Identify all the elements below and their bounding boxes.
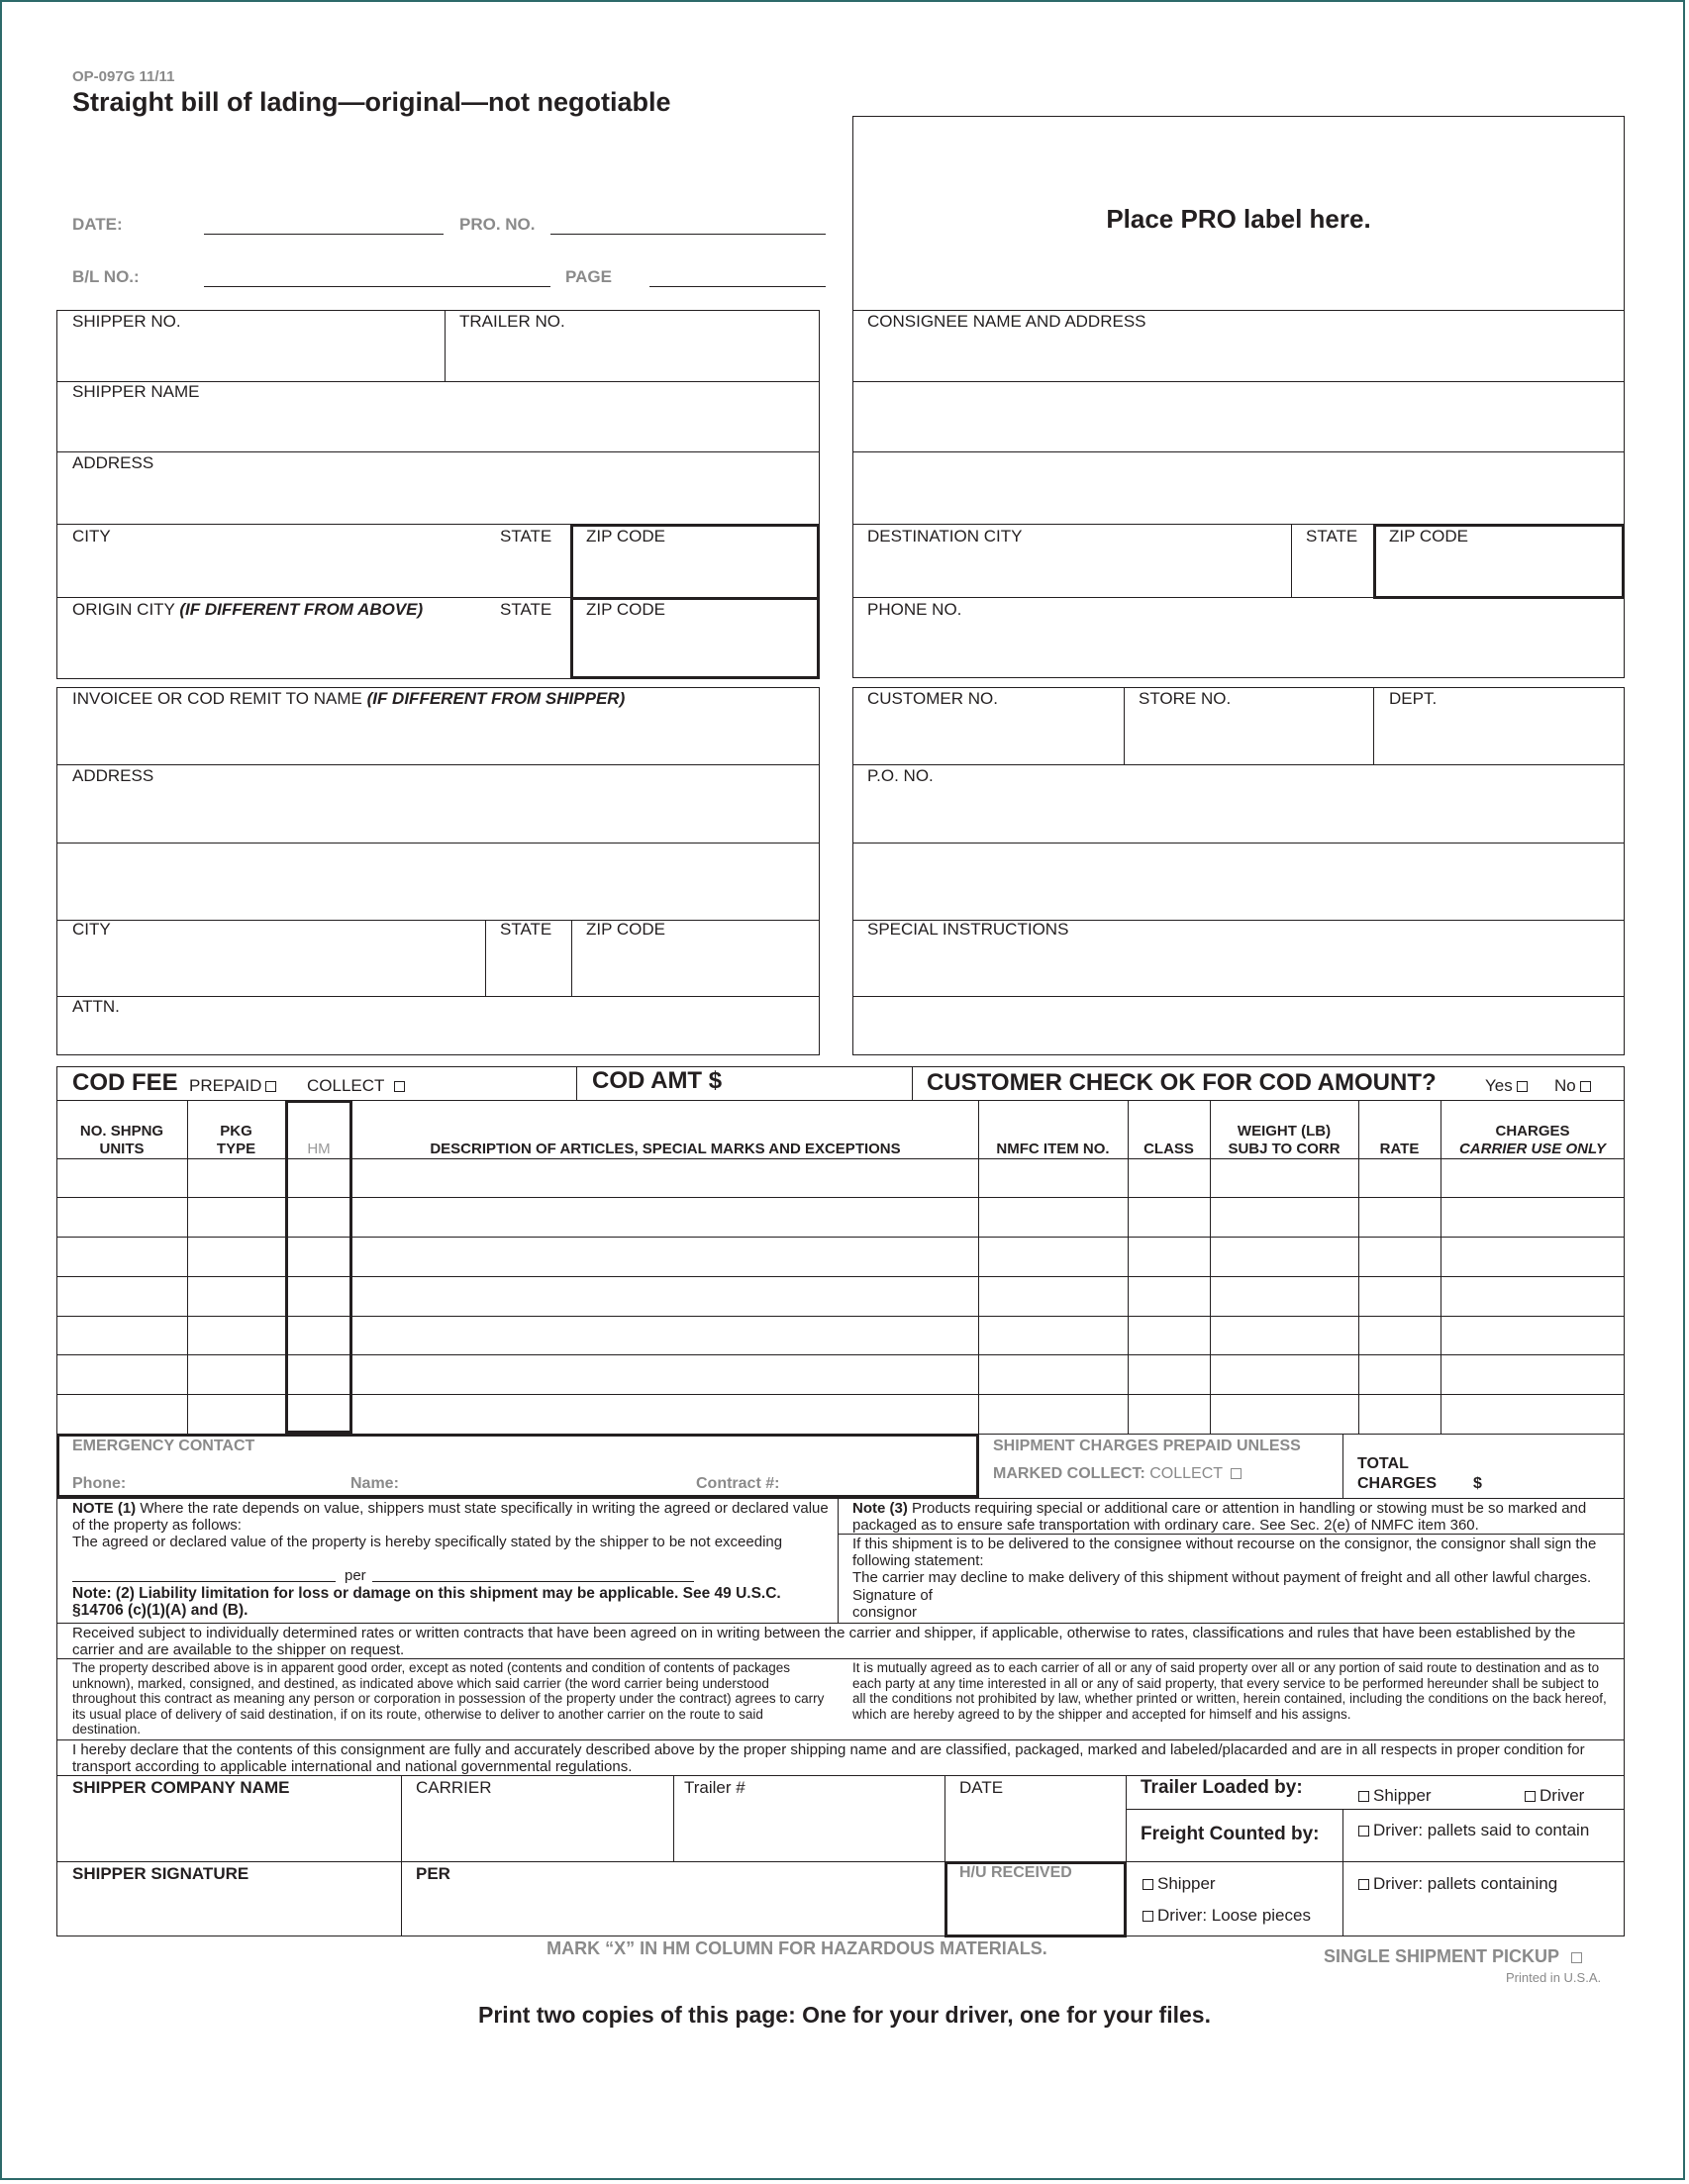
cod-prepaid[interactable] [189, 1076, 280, 1096]
loaded-driver-label: Driver [1540, 1786, 1585, 1805]
col-desc-header: DESCRIPTION OF ARTICLES, SPECIAL MARKS AND EXCEPTIONS [430, 1141, 901, 1157]
marked-collect-label: MARKED COLLECT: [993, 1465, 1145, 1482]
trailer-no-field[interactable]: TRAILER NO. [459, 312, 565, 331]
customer-no-field[interactable]: CUSTOMER NO. [867, 689, 998, 708]
col-charges-line2: CARRIER USE ONLY [1458, 1141, 1607, 1157]
divider [56, 920, 820, 921]
table-row[interactable] [56, 1394, 1625, 1395]
divider [1342, 1809, 1343, 1936]
origin-state-field[interactable]: STATE [500, 600, 552, 619]
divider [852, 764, 1625, 765]
cod-amt-field[interactable]: COD AMT $ [592, 1067, 723, 1094]
divider [445, 310, 446, 381]
attn-field[interactable]: ATTN. [72, 997, 120, 1016]
sig-date-field[interactable]: DATE [959, 1778, 1004, 1797]
hu-received-field[interactable]: H/U RECEIVED [959, 1864, 1072, 1881]
divider [852, 996, 1625, 997]
single-shipment-label: SINGLE SHIPMENT PICKUP [1324, 1946, 1560, 1966]
shipper-name-field[interactable]: SHIPPER NAME [72, 382, 200, 401]
invoicee-name-field[interactable] [72, 689, 625, 709]
shipper-company-field[interactable]: SHIPPER COMPANY NAME [72, 1778, 290, 1797]
note3 [852, 1500, 1615, 1534]
prepaid-unless-label: SHIPMENT CHARGES PREPAID UNLESS [993, 1438, 1301, 1454]
customer-block [852, 687, 1625, 1055]
note1-label: NOTE (1) [72, 1500, 137, 1517]
store-no-field[interactable]: STORE NO. [1139, 689, 1232, 708]
marked-collect-checkbox[interactable] [1231, 1468, 1242, 1479]
trailer-loaded-label: Trailer Loaded by: [1141, 1777, 1303, 1798]
divider [56, 1861, 1625, 1862]
pallets-containing-option[interactable] [1354, 1874, 1557, 1894]
divider [1342, 1434, 1343, 1498]
divider [838, 1498, 839, 1623]
loose-pieces-option[interactable] [1139, 1906, 1311, 1926]
marked-collect-collect: COLLECT [1149, 1465, 1224, 1482]
shipper-address-field[interactable]: ADDRESS [72, 453, 154, 472]
invoicee-state-field[interactable]: STATE [500, 920, 552, 939]
divider [1126, 1809, 1625, 1810]
table-row[interactable] [56, 1237, 1625, 1238]
loose-pieces-checkbox[interactable] [1143, 1911, 1153, 1922]
col-class-header: CLASS [1143, 1141, 1194, 1157]
divider [838, 1534, 1625, 1535]
date-label: DATE: [72, 215, 123, 234]
shipper-no-field[interactable]: SHIPPER NO. [72, 312, 181, 331]
bl-no-label: B/L NO.: [72, 267, 140, 286]
col-weight-line1: WEIGHT (LB) [1237, 1123, 1332, 1140]
divider [576, 1066, 577, 1100]
destination-city-field[interactable]: DESTINATION CITY [867, 527, 1023, 546]
hazmat-note: MARK “X” IN HM COLUMN FOR HAZARDOUS MATERIALS. [546, 1938, 1047, 1958]
trailer-hash-field[interactable]: Trailer # [684, 1778, 745, 1797]
page-input[interactable] [649, 286, 826, 287]
col-rate-header: RATE [1379, 1141, 1420, 1157]
divider [56, 843, 820, 844]
total-dollar-field[interactable]: $ [1473, 1475, 1482, 1492]
cod-collect[interactable] [307, 1076, 409, 1096]
note3-text: Products requiring special or additional care or attention in handling or stowing must be so marked and packaged as to ensure safe transportation with ordinary care. See Sec. 2(e) of NMFC item 360. [852, 1500, 1587, 1534]
pallets-said-option[interactable] [1354, 1821, 1589, 1840]
note1-per: per [345, 1567, 366, 1584]
received-text: Received subject to individually determined rates or written contracts that have been agreed on in writing between the carrier and shipper, if applicable, otherwise to rates, classifications and rules that have been established by the carrier and are available to the shipper on request. [72, 1625, 1576, 1658]
prepaid-label: PREPAID [189, 1076, 262, 1095]
pallets-containing-checkbox[interactable] [1358, 1879, 1369, 1890]
carrier-field[interactable]: CARRIER [416, 1778, 492, 1797]
emergency-title: EMERGENCY CONTACT [72, 1438, 255, 1454]
emergency-contract-field[interactable]: Contract #: [696, 1475, 780, 1492]
divider [1124, 687, 1125, 764]
origin-city-label: ORIGIN CITY [72, 600, 175, 619]
phone-no-field[interactable]: PHONE NO. [867, 600, 962, 619]
divider [56, 1498, 1625, 1499]
bl-no-input[interactable] [204, 286, 550, 287]
col-pkg-line2: TYPE [216, 1141, 256, 1157]
recourse-text: If this shipment is to be delivered to the consignee without recourse on the consignor, the consignor shall sign the following statement: [852, 1536, 1597, 1569]
shipper-signature-field[interactable]: SHIPPER SIGNATURE [72, 1864, 249, 1883]
note2: Note: (2) Liability limitation for loss or damage on this shipment may be applicable. See 49 U.S.C. §14706 (c)(1)(A) and (B). [72, 1585, 781, 1619]
divider [56, 1158, 1625, 1159]
yes-label: Yes [1485, 1076, 1513, 1095]
table-row[interactable] [56, 1197, 1625, 1198]
shipper-city-field[interactable]: CITY [72, 527, 111, 546]
invoicee-address-field[interactable]: ADDRESS [72, 766, 154, 785]
no-label: No [1554, 1076, 1576, 1095]
collect-checkbox[interactable] [394, 1081, 405, 1092]
divider [1291, 524, 1292, 597]
yes-checkbox[interactable] [1517, 1081, 1528, 1092]
pro-no-label: PRO. NO. [459, 215, 536, 234]
col-units-header [56, 1123, 187, 1158]
loaded-by-shipper[interactable] [1354, 1786, 1432, 1806]
single-shipment-checkbox[interactable] [1571, 1952, 1582, 1963]
col-units-line2: UNITS [99, 1141, 145, 1157]
invoicee-block [56, 687, 820, 1055]
invoicee-name-note: (IF DIFFERENT FROM SHIPPER) [366, 689, 626, 708]
invoicee-zip-field[interactable]: ZIP CODE [586, 920, 665, 939]
loaded-shipper-label: Shipper [1373, 1786, 1432, 1805]
note1-text: Where the rate depends on value, shippers must state specifically in writing the agreed or declared value of the property as follows: [72, 1500, 829, 1534]
invoicee-name-label: INVOICEE OR COD REMIT TO NAME [72, 689, 362, 708]
col-weight-header [1210, 1123, 1358, 1158]
col-pkg-header [187, 1123, 285, 1158]
origin-city-note: (IF DIFFERENT FROM ABOVE) [179, 600, 424, 619]
invoicee-city-field[interactable]: CITY [72, 920, 111, 939]
single-shipment-pickup[interactable] [1324, 1946, 1586, 1967]
divider [571, 920, 572, 996]
table-row[interactable] [56, 1316, 1625, 1317]
divider [1373, 687, 1374, 764]
note3-label: Note (3) [852, 1500, 908, 1517]
loaded-by-driver[interactable] [1521, 1786, 1584, 1806]
divider [56, 1775, 1625, 1776]
declare-text: I hereby declare that the contents of this consignment are fully and accurately described above by the proper shipping name and are classified, packaged, marked and labeled/placarded and are in all respects in proper condition for transport according to applicable international and national governmental regulations. [72, 1741, 1585, 1775]
col-units-line1: NO. SHPNG [79, 1123, 164, 1140]
consignee-name-field[interactable]: CONSIGNEE NAME AND ADDRESS [867, 312, 1146, 331]
po-no-field[interactable]: P.O. NO. [867, 766, 934, 785]
special-instructions-field[interactable]: SPECIAL INSTRUCTIONS [867, 920, 1069, 939]
origin-zip-field[interactable]: ZIP CODE [586, 600, 665, 619]
form-title: Straight bill of lading—original—not negotiable [72, 87, 671, 117]
page-label: PAGE [565, 267, 612, 286]
divider [852, 843, 1625, 844]
check-ok-yes[interactable] [1485, 1076, 1532, 1096]
pallets-containing-label: Driver: pallets containing [1373, 1874, 1558, 1893]
divider [852, 451, 1625, 452]
divider [56, 996, 820, 997]
marked-collect[interactable] [993, 1465, 1245, 1483]
pro-no-input[interactable] [550, 234, 826, 235]
divider [944, 1775, 945, 1861]
col-hm-header: HM [307, 1141, 331, 1157]
pro-label-text: Place PRO label here. [1106, 204, 1371, 234]
form-code: OP-097G 11/11 [72, 68, 175, 85]
check-ok-no[interactable] [1554, 1076, 1595, 1096]
divider [852, 381, 1625, 382]
mutually-text: It is mutually agreed as to each carrier of all or any of said property over all or any portion of said route to destination and as to each party at any time interested in all or any of said property, that every service to be performed hereunder shall be subject to all the conditions not prohibited by law, whether printed or written, herein contained, including the conditions on the back hereof, which are hereby agreed to by the shipper and accepted for himself and his assigns. [852, 1660, 1607, 1722]
check-ok-label: CUSTOMER CHECK OK FOR COD AMOUNT? [927, 1069, 1437, 1096]
loose-pieces-label: Driver: Loose pieces [1157, 1906, 1311, 1925]
no-checkbox[interactable] [1580, 1081, 1591, 1092]
shipper-zip-field[interactable]: ZIP CODE [586, 527, 665, 546]
divider [485, 920, 486, 996]
shipper-state-field[interactable]: STATE [500, 527, 552, 546]
divider [56, 1739, 1625, 1740]
dept-field[interactable]: DEPT. [1389, 689, 1438, 708]
total-charges-label: CHARGES [1357, 1475, 1438, 1492]
divider [401, 1775, 402, 1936]
col-nmfc-header: NMFC ITEM NO. [996, 1141, 1110, 1157]
counted-shipper-checkbox[interactable] [1143, 1879, 1153, 1890]
consignee-block [852, 310, 1625, 678]
divider [912, 1066, 913, 1100]
signature-consignor-field[interactable]: Signature of consignor [852, 1587, 933, 1621]
loaded-driver-checkbox[interactable] [1525, 1791, 1536, 1802]
decline-text: The carrier may decline to make delivery of this shipment without payment of freight and all other lawful charges. [852, 1569, 1592, 1586]
declared-value-input[interactable] [72, 1581, 336, 1582]
emergency-name-field[interactable]: Name: [350, 1475, 399, 1492]
counted-shipper-label: Shipper [1157, 1874, 1216, 1893]
table-row[interactable] [56, 1276, 1625, 1277]
property-text: The property described above is in apparent good order, except as noted (contents and condition of contents of packages unknown), marked, consigned, and destined, as indicated above which said carrier (the word carrier being understood throughout this contract as meaning any person or corporation in possession of the property under the contract) agrees to carry its usual place of delivery of said destination, if on its route, otherwise to deliver to another carrier on the route to said destination. [72, 1660, 825, 1737]
counted-shipper-option[interactable] [1139, 1874, 1216, 1894]
note1-text2: The agreed or declared value of the property is hereby specifically stated by the shipper to be not exceeding [72, 1534, 783, 1550]
destination-state-field[interactable]: STATE [1306, 527, 1358, 546]
col-charges-header [1441, 1123, 1625, 1158]
divider [56, 451, 820, 452]
divider [56, 764, 820, 765]
total-label: TOTAL [1357, 1455, 1409, 1472]
prepaid-checkbox[interactable] [265, 1081, 276, 1092]
divider [673, 1775, 674, 1861]
cod-fee-label: COD FEE [72, 1069, 178, 1096]
per-field[interactable]: PER [416, 1864, 450, 1883]
freight-counted-label: Freight Counted by: [1141, 1824, 1320, 1844]
origin-city-field[interactable] [72, 600, 423, 620]
emergency-phone-field[interactable]: Phone: [72, 1475, 127, 1492]
printed-in-usa: Printed in U.S.A. [1506, 1970, 1602, 1985]
pallets-said-checkbox[interactable] [1358, 1826, 1369, 1837]
destination-zip-field[interactable]: ZIP CODE [1389, 527, 1468, 546]
col-charges-line1: CHARGES [1495, 1123, 1570, 1140]
date-input[interactable] [204, 234, 444, 235]
col-weight-line2: SUBJ TO CORR [1228, 1141, 1341, 1157]
collect-label: COLLECT [307, 1076, 385, 1095]
table-row[interactable] [56, 1354, 1625, 1355]
divider [56, 1658, 1625, 1659]
note1 [72, 1500, 830, 1534]
loaded-shipper-checkbox[interactable] [1358, 1791, 1369, 1802]
col-pkg-line1: PKG [220, 1123, 252, 1140]
pallets-said-label: Driver: pallets said to contain [1373, 1821, 1590, 1839]
print-copies-note: Print two copies of this page: One for your driver, one for your files. [478, 2002, 1211, 2028]
declared-per-input[interactable] [372, 1581, 694, 1582]
divider [56, 1623, 1625, 1624]
